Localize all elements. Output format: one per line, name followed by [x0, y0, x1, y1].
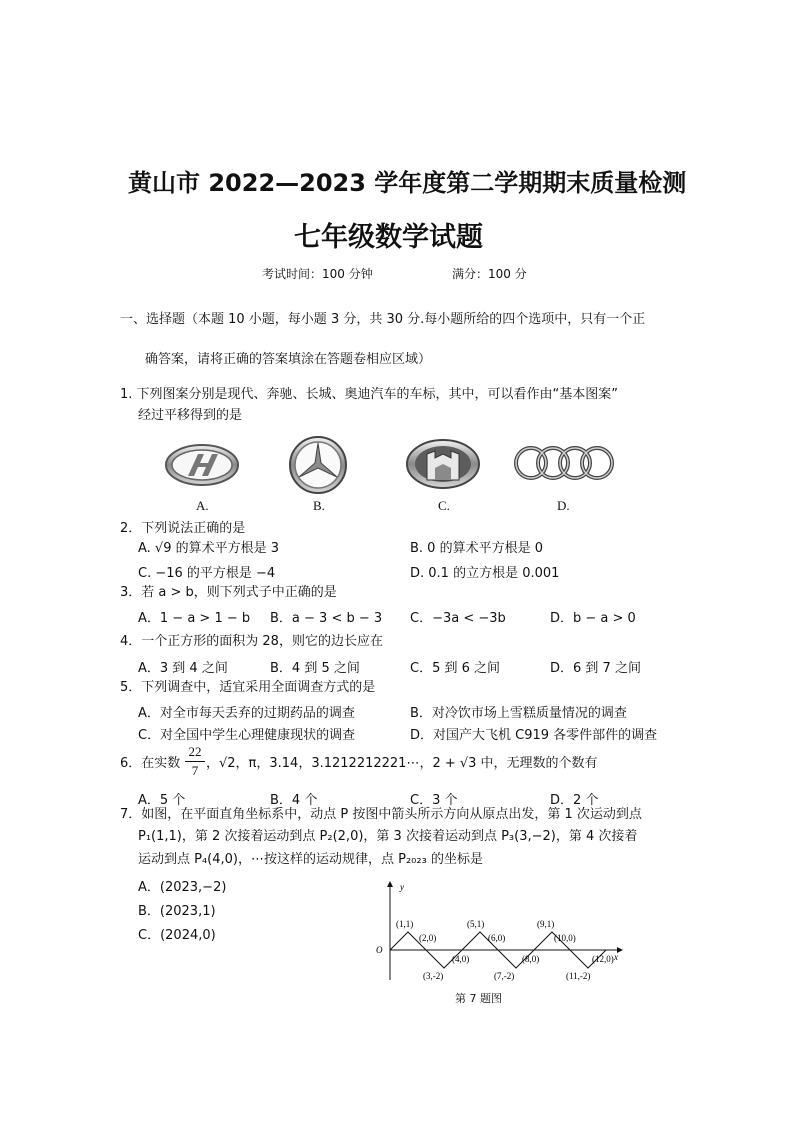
- q1-label-b: B.: [313, 498, 325, 513]
- q7-figure: [370, 876, 630, 986]
- q4-option-b: B．4 到 5 之间: [270, 661, 360, 676]
- x-axis-label: x: [614, 952, 618, 962]
- point-label-7: (7,-2): [494, 971, 515, 981]
- q3-option-d: D．b − a > 0: [550, 611, 636, 626]
- q6-option-d: D．2 个: [550, 793, 599, 808]
- y-axis-label: y: [400, 882, 404, 892]
- q5-option-b: B．对冷饮市场上雪糕质量情况的调查: [410, 706, 627, 721]
- point-label-1: (1,1): [396, 919, 414, 929]
- q6-fraction-bar: [185, 761, 205, 762]
- q5-option-c: C．对全国中学生心理健康现状的调查: [138, 728, 356, 743]
- point-label-10: (10,0): [554, 933, 576, 943]
- q6-fraction-denominator: 7: [191, 763, 199, 778]
- exam-time: 考试时间：100 分钟: [262, 267, 373, 281]
- q7-option-a: A．(2023,−2): [138, 880, 227, 895]
- point-label-4: (4,0): [452, 954, 470, 964]
- section-heading: 一、选择题（本题 10 小题，每小题 3 分，共 30 分.每小题所给的四个选项中，只有一个正: [120, 312, 646, 327]
- q7-stem-line3: 运动到点 P₄(4,0)，⋯按这样的运动规律，点 P₂₀₂₃ 的坐标是: [138, 852, 483, 867]
- q5-option-a: A．对全市每天丢弃的过期药品的调查: [138, 706, 355, 721]
- q1-stem-cont: 经过平移得到的是: [138, 408, 243, 423]
- q6-stem-prefix: 6．在实数: [120, 756, 181, 771]
- q7-figure-caption: 第 7 题图: [455, 992, 502, 1005]
- q1-label-a: A.: [196, 498, 209, 513]
- q6-stem-rest: ，√2，π，3.14，3.1212212221⋯，2 + √3 中，无理数的个数有: [206, 756, 598, 771]
- point-label-8: (8,0): [522, 954, 540, 964]
- hyundai-logo: [164, 442, 240, 488]
- point-label-9: (9,1): [537, 919, 555, 929]
- q5-option-d: D．对国产大飞机 C919 各零件部件的调查: [410, 728, 658, 743]
- q5-stem: 5．下列调查中，适宜采用全面调查方式的是: [120, 680, 376, 695]
- q3-stem: 3．若 a > b，则下列式子中正确的是: [120, 585, 337, 600]
- audi-logo: [512, 444, 616, 482]
- mercedes-logo: [288, 435, 348, 495]
- q2-option-b: B. 0 的算术平方根是 0: [410, 541, 543, 556]
- greatwall-logo: [405, 438, 481, 490]
- exam-subtitle: 七年级数学试题: [294, 222, 483, 253]
- q6-fraction-numerator: 22: [188, 744, 202, 759]
- exam-score: 满分：100 分: [452, 267, 527, 281]
- q4-option-a: A．3 到 4 之间: [138, 661, 228, 676]
- q7-stem-line2: P₁(1,1)，第 2 次接着运动到点 P₂(2,0)，第 3 次接着运动到点 P₃(3,−2)，第 4 次接着: [138, 829, 638, 844]
- origin-label: O: [376, 945, 383, 955]
- q2-option-d: D. 0.1 的立方根是 0.001: [410, 566, 560, 581]
- q3-option-b: B．a − 3 < b − 3: [270, 611, 383, 626]
- point-label-12: (12,0): [592, 954, 614, 964]
- q4-option-c: C．5 到 6 之间: [410, 661, 501, 676]
- q7-stem-line1: 7．如图，在平面直角坐标系中，动点 P 按图中箭头所示方向从原点出发，第 1 次运动到点: [120, 807, 642, 822]
- section-heading-cont: 确答案，请将正确的答案填涂在答题卷相应区域）: [145, 352, 432, 367]
- q1-label-d: D.: [557, 498, 570, 513]
- q4-stem: 4．一个正方形的面积为 28，则它的边长应在: [120, 634, 383, 649]
- point-label-3: (3,-2): [423, 971, 444, 981]
- point-label-11: (11,-2): [566, 971, 591, 981]
- q1-stem: 1. 下列图案分别是现代、奔驰、长城、奥迪汽车的车标，其中，可以看作由“基本图案”: [120, 387, 619, 402]
- exam-title: 黄山市 2022—2023 学年度第二学期期末质量检测: [128, 169, 687, 197]
- q7-option-b: B．(2023,1): [138, 904, 216, 919]
- q6-option-c: C．3 个: [410, 793, 458, 808]
- q2-option-a: A. √9 的算术平方根是 3: [138, 541, 280, 556]
- q6-option-a: A．5 个: [138, 793, 186, 808]
- q3-option-c: C．−3a < −3b: [410, 611, 506, 626]
- q3-option-a: A．1 − a > 1 − b: [138, 611, 251, 626]
- point-label-6: (6,0): [488, 933, 506, 943]
- q2-option-c: C. −16 的平方根是 −4: [138, 566, 276, 581]
- q4-option-d: D．6 到 7 之间: [550, 661, 641, 676]
- point-label-5: (5,1): [467, 919, 485, 929]
- point-label-2: (2,0): [419, 933, 437, 943]
- q6-option-b: B．4 个: [270, 793, 318, 808]
- q7-option-c: C．(2024,0): [138, 928, 216, 943]
- q2-stem: 2．下列说法正确的是: [120, 521, 246, 536]
- q1-label-c: C.: [438, 498, 450, 513]
